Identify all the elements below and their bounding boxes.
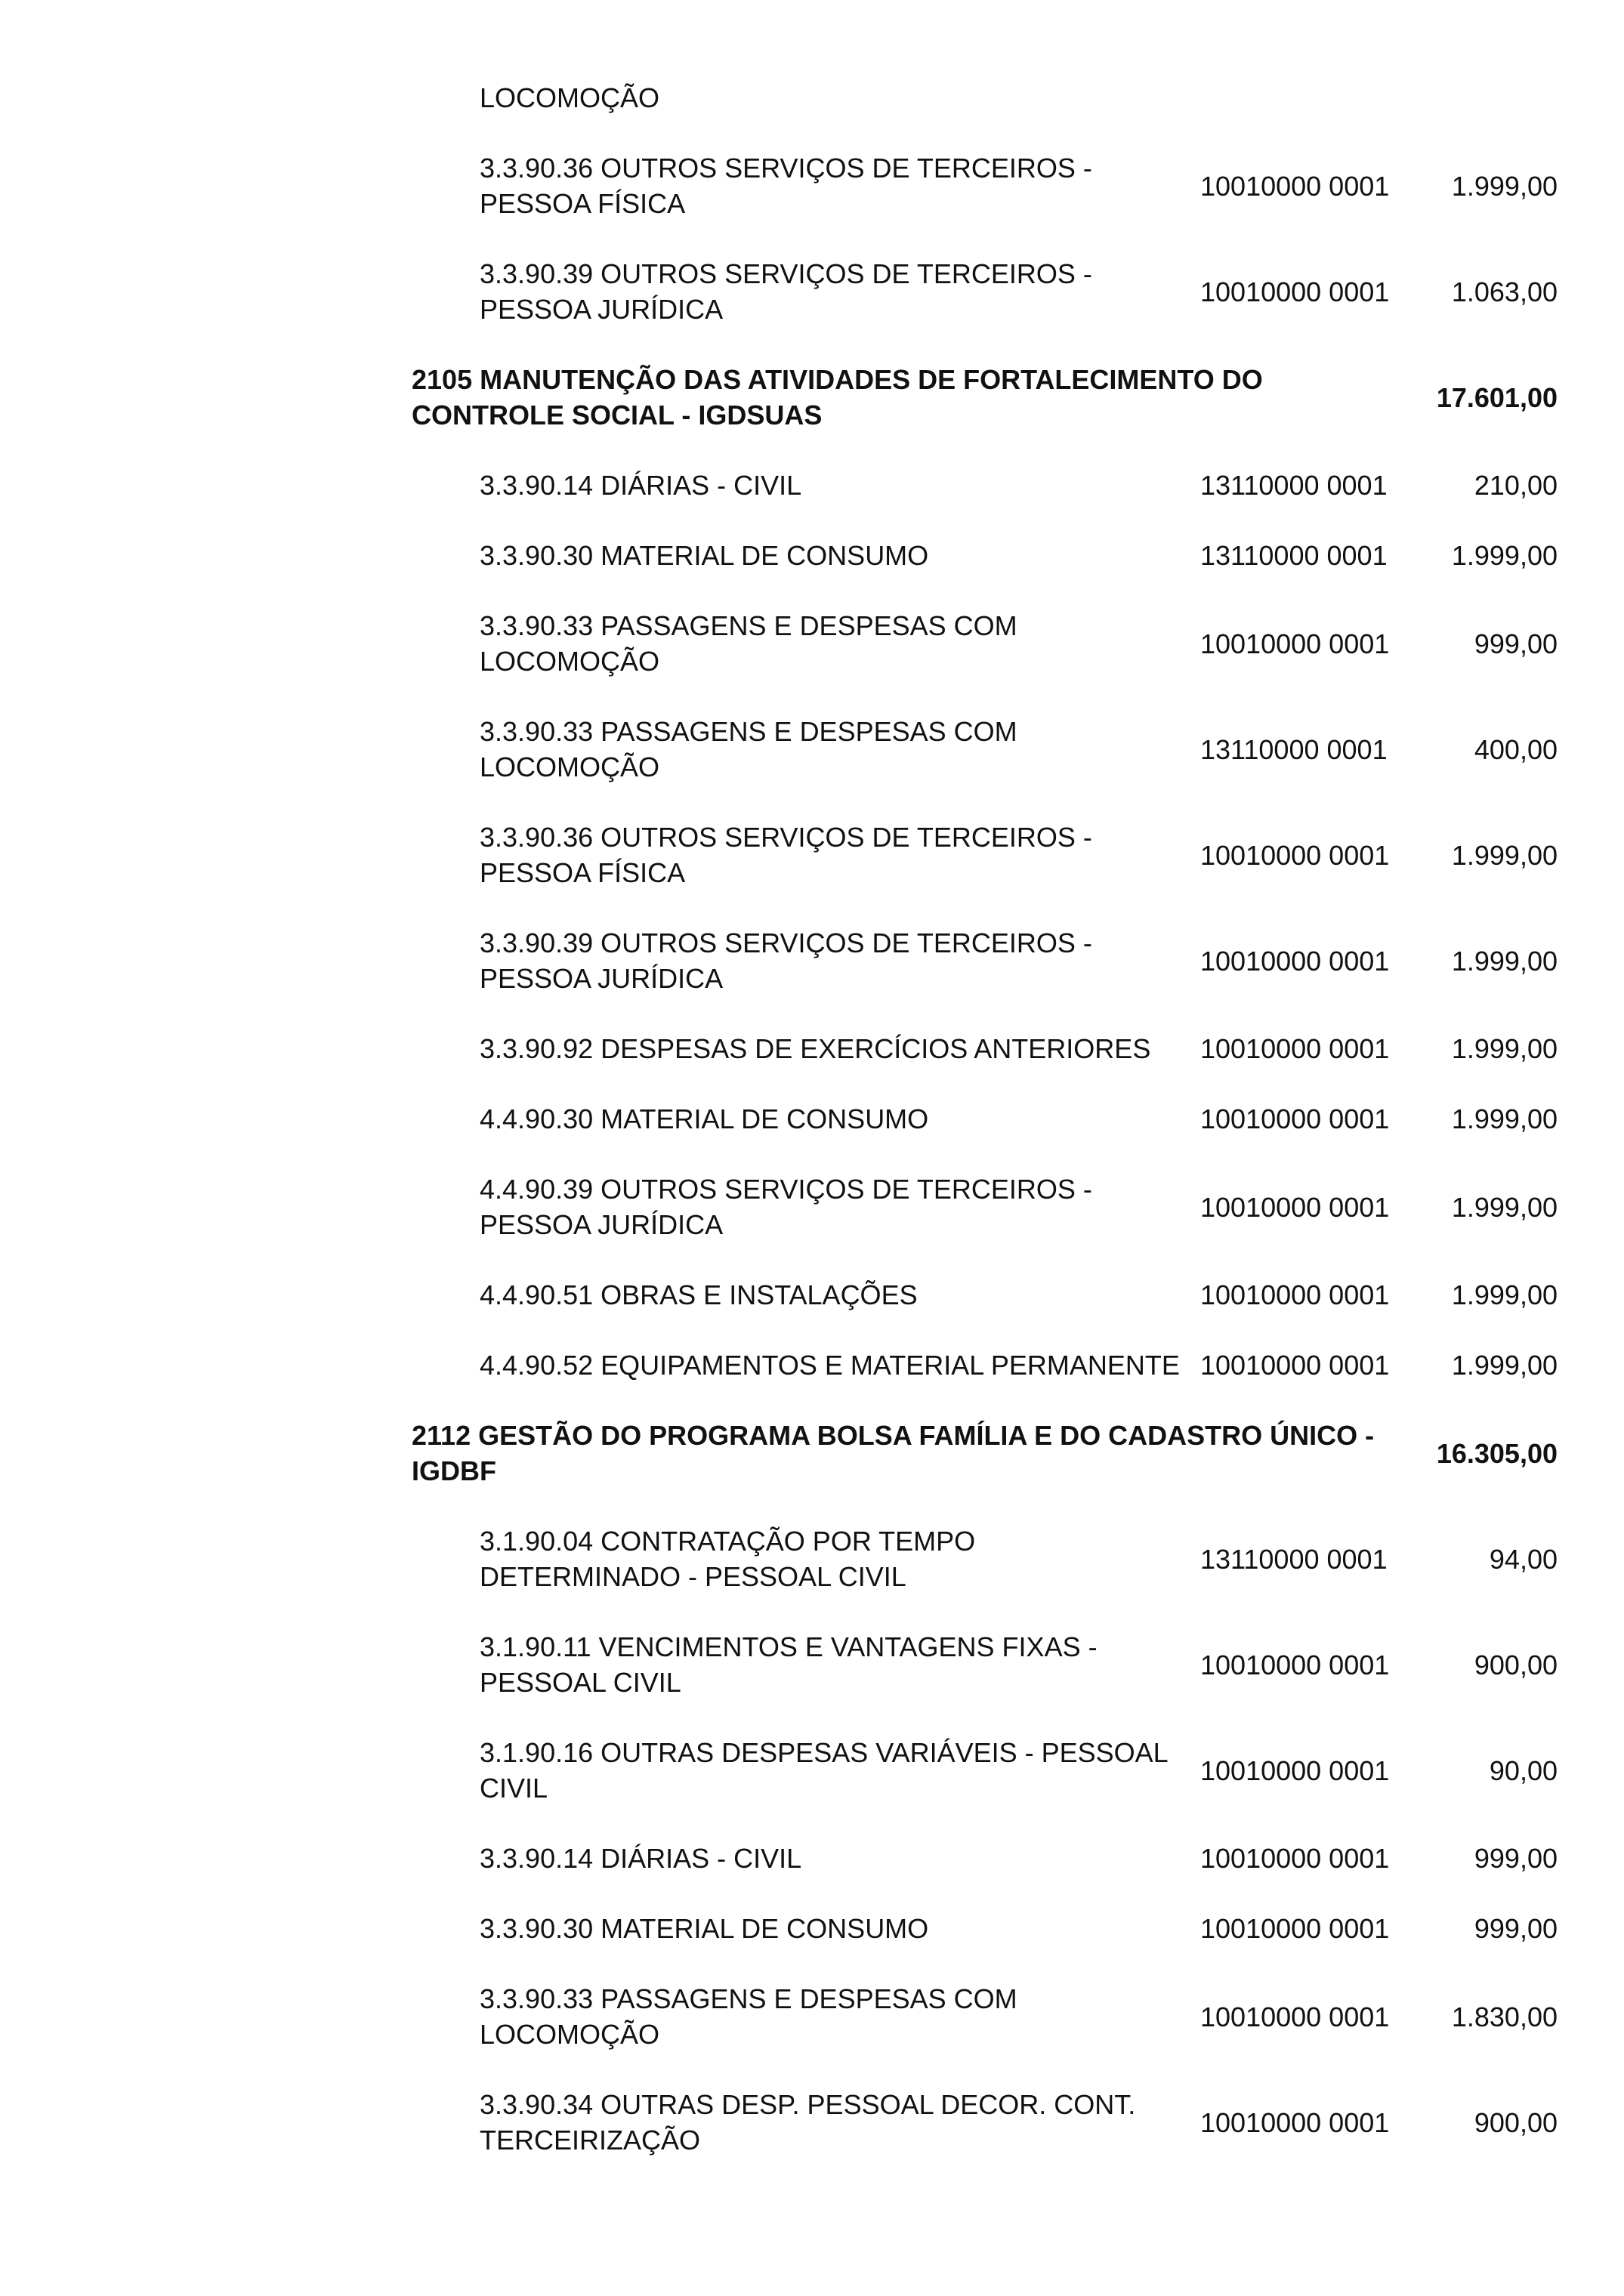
description-line: PESSOA FÍSICA [480, 857, 686, 888]
resource-code: 10010000 0001 [1200, 1649, 1390, 1680]
description-line: 3.3.90.36 OUTROS SERVIÇOS DE TERCEIROS - [480, 153, 1092, 184]
item-amount: 90,00 [1489, 1754, 1558, 1786]
item-description [480, 819, 1200, 890]
resource-code: 13110000 0001 [1200, 1543, 1388, 1575]
description-line: 4.4.90.30 MATERIAL DE CONSUMO [480, 1103, 929, 1134]
item-description [480, 1031, 1200, 1066]
description-line: 3.1.90.16 OUTRAS DESPESAS VARIÁVEIS - PESSOAL [480, 1737, 1169, 1768]
item-description [480, 468, 1200, 503]
action-header-row [412, 362, 1624, 433]
item-amount: 1.999,00 [1451, 839, 1558, 871]
description-line: 4.4.90.52 EQUIPAMENTOS E MATERIAL PERMANENTE [480, 1350, 1180, 1381]
description-line: 3.3.90.92 DESPESAS DE EXERCÍCIOS ANTERIORES [480, 1033, 1151, 1064]
resource-code: 10010000 0001 [1200, 170, 1390, 202]
item-description [480, 1277, 1200, 1313]
item-amount: 999,00 [1474, 628, 1558, 659]
item-amount: 210,00 [1474, 470, 1558, 501]
item-amount: 400,00 [1474, 733, 1558, 765]
description-line: DETERMINADO - PESSOAL CIVIL [480, 1561, 906, 1592]
description-line: LOCOMOÇÃO [480, 82, 660, 113]
item-row [480, 1735, 1624, 1806]
item-row [480, 256, 1624, 327]
description-line: PESSOA JURÍDICA [480, 1209, 724, 1240]
item-description [480, 80, 1200, 116]
description-line: 3.3.90.34 OUTRAS DESP. PESSOAL DECOR. CONT. [480, 2089, 1136, 2120]
description-line: 3.3.90.39 OUTROS SERVIÇOS DE TERCEIROS - [480, 927, 1092, 958]
item-row [480, 1171, 1624, 1242]
resource-code: 10010000 0001 [1200, 839, 1390, 871]
item-description [480, 1523, 1200, 1594]
item-amount: 1.999,00 [1451, 1350, 1558, 1381]
item-row [480, 538, 1624, 573]
description-line: 3.3.90.14 DIÁRIAS - CIVIL [480, 470, 802, 501]
description-line: PESSOAL CIVIL [480, 1667, 681, 1698]
item-description [480, 1981, 1200, 2052]
description-line: 3.3.90.39 OUTROS SERVIÇOS DE TERCEIROS - [480, 258, 1092, 289]
item-row [480, 1031, 1624, 1066]
description-line: LOCOMOÇÃO [480, 646, 660, 677]
item-description [480, 256, 1200, 327]
resource-code: 13110000 0001 [1200, 470, 1388, 501]
action-header-row [412, 1418, 1624, 1489]
item-amount: 1.063,00 [1451, 276, 1558, 307]
resource-code: 13110000 0001 [1200, 540, 1388, 571]
item-amount: 900,00 [1474, 2106, 1558, 2138]
description-line: 3.3.90.33 PASSAGENS E DESPESAS COM [480, 1983, 1017, 2014]
description-line: LOCOMOÇÃO [480, 751, 660, 782]
item-description [480, 1911, 1200, 1946]
description-line: 3.3.90.14 DIÁRIAS - CIVIL [480, 1843, 802, 1874]
description-line: TERCEIRIZAÇÃO [480, 2125, 701, 2156]
item-amount: 900,00 [1474, 1649, 1558, 1680]
description-line: PESSOA JURÍDICA [480, 294, 724, 325]
resource-code: 10010000 0001 [1200, 945, 1390, 977]
resource-code: 10010000 0001 [1200, 1754, 1390, 1786]
action-total: 17.601,00 [1436, 381, 1558, 413]
action-title-line: CONTROLE SOCIAL - IGDSUAS [412, 400, 823, 430]
item-description [480, 608, 1200, 679]
continuation-row [480, 80, 1624, 116]
item-row [480, 468, 1624, 503]
item-description [480, 538, 1200, 573]
item-row [480, 2087, 1624, 2158]
resource-code: 10010000 0001 [1200, 1279, 1390, 1310]
item-description [480, 1101, 1200, 1137]
resource-code: 13110000 0001 [1200, 733, 1388, 765]
budget-table [0, 80, 1624, 2158]
item-row [480, 1841, 1624, 1876]
item-amount: 1.999,00 [1451, 540, 1558, 571]
item-description [480, 714, 1200, 785]
item-row [480, 608, 1624, 679]
description-line: 3.3.90.30 MATERIAL DE CONSUMO [480, 540, 929, 571]
description-line: 3.1.90.11 VENCIMENTOS E VANTAGENS FIXAS - [480, 1631, 1098, 1662]
action-title-line: IGDBF [412, 1455, 496, 1486]
resource-code: 10010000 0001 [1200, 1033, 1390, 1064]
resource-code: 10010000 0001 [1200, 2106, 1390, 2138]
item-description [480, 1347, 1200, 1383]
item-row [480, 1277, 1624, 1313]
item-amount: 1.999,00 [1451, 1103, 1558, 1134]
action-title [412, 1418, 1397, 1489]
item-row [480, 1981, 1624, 2052]
item-amount: 999,00 [1474, 1913, 1558, 1944]
item-row [480, 150, 1624, 221]
item-description [480, 925, 1200, 996]
description-line: 3.3.90.33 PASSAGENS E DESPESAS COM [480, 716, 1017, 747]
item-description [480, 2087, 1200, 2158]
item-amount: 94,00 [1489, 1543, 1558, 1575]
item-description [480, 1841, 1200, 1876]
description-line: PESSOA FÍSICA [480, 188, 686, 219]
item-amount: 999,00 [1474, 1843, 1558, 1874]
item-row [480, 714, 1624, 785]
item-row [480, 1523, 1624, 1594]
action-title-line: 2112 GESTÃO DO PROGRAMA BOLSA FAMÍLIA E DO CADASTRO ÚNICO - [412, 1420, 1375, 1451]
item-description [480, 1629, 1200, 1700]
action-total: 16.305,00 [1436, 1437, 1558, 1469]
item-row [480, 1101, 1624, 1137]
item-amount: 1.999,00 [1451, 170, 1558, 202]
item-amount: 1.999,00 [1451, 1279, 1558, 1310]
description-line: CIVIL [480, 1773, 548, 1804]
resource-code: 10010000 0001 [1200, 2001, 1390, 2032]
resource-code: 10010000 0001 [1200, 1843, 1390, 1874]
resource-code: 10010000 0001 [1200, 1103, 1390, 1134]
description-line: 3.3.90.36 OUTROS SERVIÇOS DE TERCEIROS - [480, 822, 1092, 853]
item-row [480, 1911, 1624, 1946]
description-line: 3.3.90.30 MATERIAL DE CONSUMO [480, 1913, 929, 1944]
item-row [480, 1347, 1624, 1383]
item-amount: 1.999,00 [1451, 1191, 1558, 1223]
item-row [480, 819, 1624, 890]
action-title-line: 2105 MANUTENÇÃO DAS ATIVIDADES DE FORTALECIMENTO DO [412, 364, 1263, 395]
description-line: 3.3.90.33 PASSAGENS E DESPESAS COM [480, 610, 1017, 641]
item-description [480, 1171, 1200, 1242]
item-row [480, 1629, 1624, 1700]
resource-code: 10010000 0001 [1200, 1350, 1390, 1381]
item-amount: 1.999,00 [1451, 1033, 1558, 1064]
description-line: 3.1.90.04 CONTRATAÇÃO POR TEMPO [480, 1526, 976, 1557]
item-amount: 1.830,00 [1451, 2001, 1558, 2032]
item-description [480, 1735, 1200, 1806]
description-line: LOCOMOÇÃO [480, 2019, 660, 2050]
description-line: 4.4.90.39 OUTROS SERVIÇOS DE TERCEIROS - [480, 1174, 1092, 1205]
resource-code: 10010000 0001 [1200, 1191, 1390, 1223]
description-line: 4.4.90.51 OBRAS E INSTALAÇÕES [480, 1279, 918, 1310]
action-title [412, 362, 1397, 433]
description-line: PESSOA JURÍDICA [480, 963, 724, 994]
resource-code: 10010000 0001 [1200, 1913, 1390, 1944]
item-amount: 1.999,00 [1451, 945, 1558, 977]
resource-code: 10010000 0001 [1200, 628, 1390, 659]
item-row [480, 925, 1624, 996]
item-description [480, 150, 1200, 221]
resource-code: 10010000 0001 [1200, 276, 1390, 307]
